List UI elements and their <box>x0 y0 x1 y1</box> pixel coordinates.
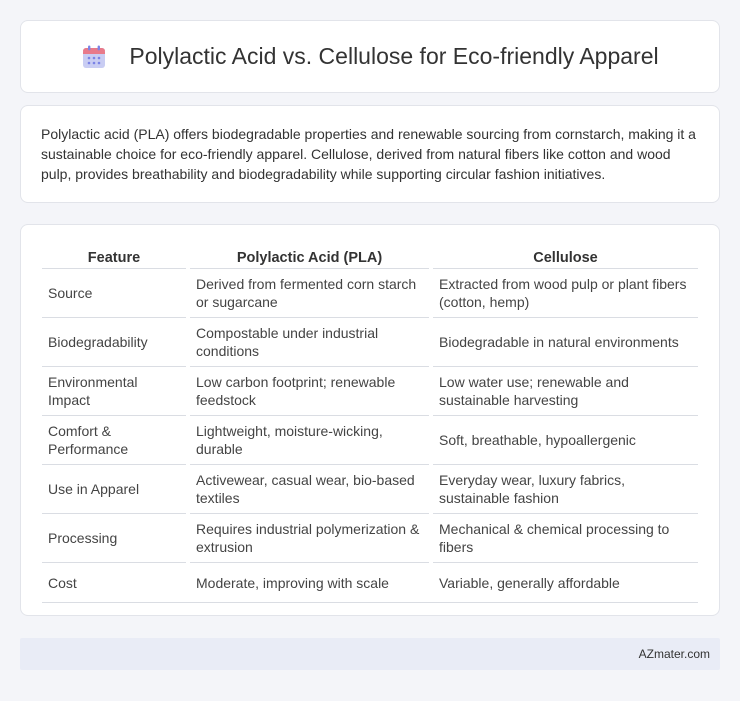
table-row <box>42 465 698 514</box>
row-cellulose: Variable, generally affordable <box>433 563 698 603</box>
row-pla: Derived from fermented corn starch or sugarcane <box>190 269 429 318</box>
row-feature: Cost <box>42 563 186 603</box>
comparison-table <box>42 247 698 603</box>
footer <box>20 638 720 670</box>
row-pla: Requires industrial polymerization & extrusion <box>190 514 429 563</box>
intro-card <box>20 105 720 203</box>
page-title: Polylactic Acid vs. Cellulose for Eco-friendly Apparel <box>129 43 659 69</box>
title-card <box>20 20 720 93</box>
row-feature: Processing <box>42 514 186 563</box>
row-cellulose: Soft, breathable, hypoallergenic <box>433 416 698 465</box>
table-row <box>42 269 698 318</box>
row-feature: Biodegradability <box>42 318 186 367</box>
row-pla: Moderate, improving with scale <box>190 563 429 603</box>
row-cellulose: Biodegradable in natural environments <box>433 318 698 367</box>
row-feature: Source <box>42 269 186 318</box>
row-feature: Comfort & Performance <box>42 416 186 465</box>
table-row <box>42 318 698 367</box>
table-row <box>42 514 698 563</box>
row-cellulose: Low water use; renewable and sustainable harvesting <box>433 367 698 416</box>
row-feature: Use in Apparel <box>42 465 186 514</box>
row-pla: Lightweight, moisture-wicking, durable <box>190 416 429 465</box>
row-pla: Activewear, casual wear, bio-based textiles <box>190 465 429 514</box>
footer-site-link[interactable]: AZmater.com <box>638 647 710 661</box>
row-cellulose: Everyday wear, luxury fabrics, sustainable fashion <box>433 465 698 514</box>
row-cellulose: Mechanical & chemical processing to fibers <box>433 514 698 563</box>
table-row <box>42 416 698 465</box>
intro-paragraph: Polylactic acid (PLA) offers biodegradable properties and renewable sourcing from cornstarch, making it a sustainable choice for eco-friendly apparel. Cellulose, derived from natural fibers like cotton and wood pulp, provides breathability and biodegradability while supporting circular fashion initiatives. <box>41 126 696 182</box>
calendar-icon <box>81 44 107 70</box>
row-feature: Environmental Impact <box>42 367 186 416</box>
header-cellulose: Cellulose <box>433 247 698 269</box>
table-row <box>42 563 698 603</box>
row-pla: Low carbon footprint; renewable feedstock <box>190 367 429 416</box>
comparison-card <box>20 224 720 616</box>
table-row <box>42 367 698 416</box>
row-cellulose: Extracted from wood pulp or plant fibers (cotton, hemp) <box>433 269 698 318</box>
header-feature: Feature <box>42 247 186 269</box>
row-pla: Compostable under industrial conditions <box>190 318 429 367</box>
header-pla: Polylactic Acid (PLA) <box>190 247 429 269</box>
table-header-row <box>42 247 698 269</box>
